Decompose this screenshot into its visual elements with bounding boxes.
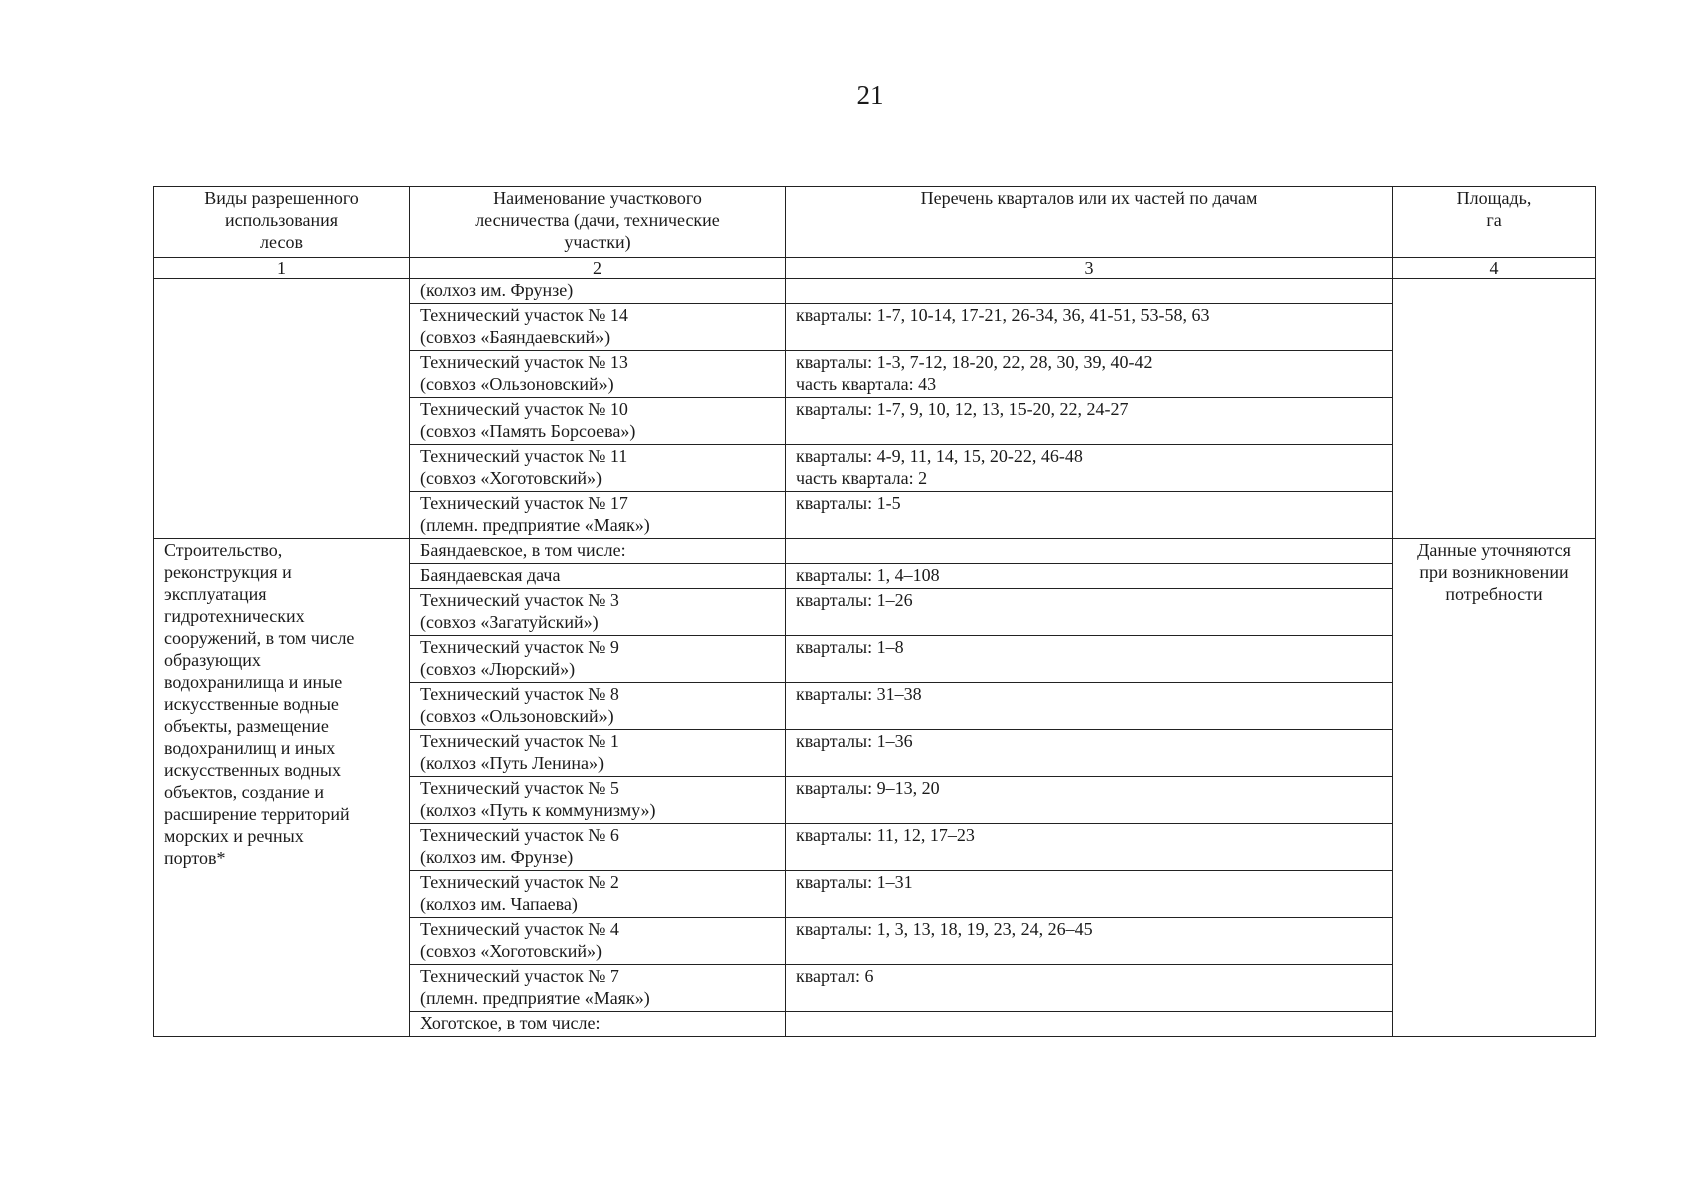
quarters-cell: кварталы: 1–36 <box>786 730 1393 777</box>
quarters-cell: кварталы: 11, 12, 17–23 <box>786 824 1393 871</box>
forestry-name-cell: Технический участок № 7 (племн. предприятие «Маяк») <box>410 965 786 1012</box>
quarters-cell: кварталы: 1, 4–108 <box>786 564 1393 589</box>
table-row <box>154 279 1596 304</box>
forest-use-cell <box>154 279 410 539</box>
forest-use-cell: Строительство, реконструкция и эксплуатация гидротехнических сооружений, в том числе образующих водохранилища и иные искусственные водные объекты, размещение водохранилищ и иных искусственных водных объектов, создание и расширение территорий морских и речных портов* <box>154 539 410 1037</box>
header-forest-use: Виды разрешенного использования лесов <box>154 187 410 258</box>
forestry-name-cell: Баяндаевская дача <box>410 564 786 589</box>
quarters-cell <box>786 1012 1393 1037</box>
forestry-name-cell: Технический участок № 4 (совхоз «Хоготовский») <box>410 918 786 965</box>
forestry-name-cell: (колхоз им. Фрунзе) <box>410 279 786 304</box>
forestry-name-cell: Технический участок № 9 (совхоз «Люрский») <box>410 636 786 683</box>
forestry-name-cell: Технический участок № 8 (совхоз «Ользоновский») <box>410 683 786 730</box>
quarters-table <box>153 186 1596 1037</box>
forestry-name-cell: Технический участок № 6 (колхоз им. Фрунзе) <box>410 824 786 871</box>
quarters-cell: кварталы: 1-7, 9, 10, 12, 13, 15-20, 22, 24-27 <box>786 398 1393 445</box>
area-cell: Данные уточняются при возникновении потребности <box>1393 539 1596 1037</box>
quarters-cell: кварталы: 1-3, 7-12, 18-20, 22, 28, 30, 39, 40-42 часть квартала: 43 <box>786 351 1393 398</box>
quarters-cell: кварталы: 31–38 <box>786 683 1393 730</box>
quarters-cell: кварталы: 4-9, 11, 14, 15, 20-22, 46-48 часть квартала: 2 <box>786 445 1393 492</box>
forestry-name-cell: Технический участок № 3 (совхоз «Загатуйский») <box>410 589 786 636</box>
table-header-row <box>154 187 1596 258</box>
quarters-cell <box>786 279 1393 304</box>
forestry-name-cell: Баяндаевское, в том числе: <box>410 539 786 564</box>
forestry-name-cell: Технический участок № 2 (колхоз им. Чапаева) <box>410 871 786 918</box>
column-number: 4 <box>1393 258 1596 279</box>
forestry-name-cell: Хоготское, в том числе: <box>410 1012 786 1037</box>
forestry-name-cell: Технический участок № 5 (колхоз «Путь к коммунизму») <box>410 777 786 824</box>
quarters-cell: кварталы: 1-5 <box>786 492 1393 539</box>
quarters-cell: кварталы: 1–8 <box>786 636 1393 683</box>
header-forestry-name: Наименование участкового лесничества (дачи, технические участки) <box>410 187 786 258</box>
area-cell <box>1393 279 1596 539</box>
quarters-cell: кварталы: 9–13, 20 <box>786 777 1393 824</box>
quarters-cell <box>786 539 1393 564</box>
column-number-row <box>154 258 1596 279</box>
quarters-cell: кварталы: 1–31 <box>786 871 1393 918</box>
table-row <box>154 539 1596 564</box>
quarters-cell: квартал: 6 <box>786 965 1393 1012</box>
page-number: 21 <box>856 80 884 110</box>
forestry-name-cell: Технический участок № 13 (совхоз «Ользоновский») <box>410 351 786 398</box>
forestry-name-cell: Технический участок № 10 (совхоз «Память Борсоева») <box>410 398 786 445</box>
column-number: 3 <box>786 258 1393 279</box>
forestry-name-cell: Технический участок № 17 (племн. предприятие «Маяк») <box>410 492 786 539</box>
quarters-cell: кварталы: 1, 3, 13, 18, 19, 23, 24, 26–45 <box>786 918 1393 965</box>
header-quarters-list: Перечень кварталов или их частей по дачам <box>786 187 1393 258</box>
forestry-name-cell: Технический участок № 11 (совхоз «Хоготовский») <box>410 445 786 492</box>
quarters-cell: кварталы: 1–26 <box>786 589 1393 636</box>
forestry-name-cell: Технический участок № 14 (совхоз «Баяндаевский») <box>410 304 786 351</box>
column-number: 2 <box>410 258 786 279</box>
forestry-name-cell: Технический участок № 1 (колхоз «Путь Ленина») <box>410 730 786 777</box>
quarters-cell: кварталы: 1-7, 10-14, 17-21, 26-34, 36, 41-51, 53-58, 63 <box>786 304 1393 351</box>
header-area: Площадь, га <box>1393 187 1596 258</box>
column-number: 1 <box>154 258 410 279</box>
